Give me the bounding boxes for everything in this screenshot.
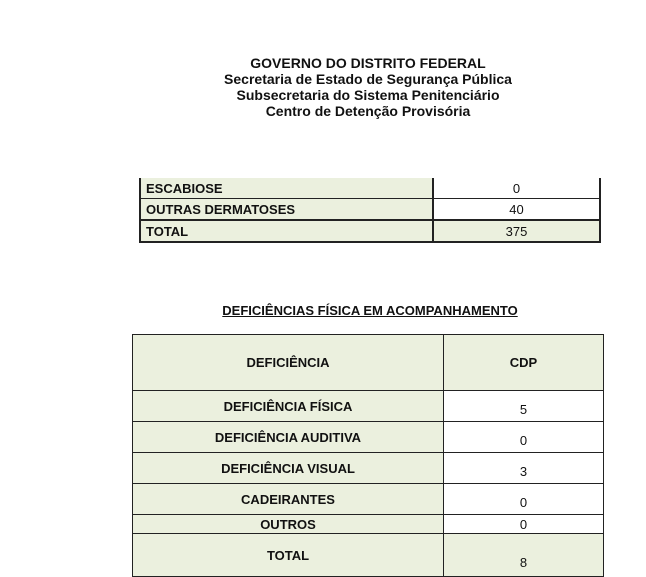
row-value: 0 — [444, 422, 604, 453]
table-row — [140, 178, 600, 199]
header-government: GOVERNO DO DISTRITO FEDERAL — [250, 55, 486, 71]
table-row — [133, 453, 604, 484]
row-label: DEFICIÊNCIA VISUAL — [133, 453, 444, 484]
section-title: DEFICIÊNCIAS FÍSICA EM ACOMPANHAMENTO — [222, 303, 518, 318]
column-header-cdp: CDP — [444, 335, 604, 391]
header-subsecretariat: Subsecretaria do Sistema Penitenciário — [236, 87, 500, 103]
row-value: 0 — [444, 515, 604, 534]
table-header-row — [133, 335, 604, 391]
row-label: DEFICIÊNCIA AUDITIVA — [133, 422, 444, 453]
table-row — [140, 199, 600, 221]
header-secretariat: Secretaria de Estado de Segurança Pública — [224, 71, 512, 87]
row-label: DEFICIÊNCIA FÍSICA — [133, 391, 444, 422]
dermatoses-table — [139, 178, 601, 243]
row-value: 0 — [444, 484, 604, 515]
total-label: TOTAL — [133, 534, 444, 577]
table-row — [133, 422, 604, 453]
header-center: Centro de Detenção Provisória — [265, 103, 471, 119]
row-value: 0 — [433, 178, 600, 199]
row-label: OUTROS — [133, 515, 444, 534]
row-value: 5 — [444, 391, 604, 422]
column-header-deficiency: DEFICIÊNCIA — [133, 335, 444, 391]
row-label: CADEIRANTES — [133, 484, 444, 515]
total-value: 375 — [433, 220, 600, 242]
row-value: 3 — [444, 453, 604, 484]
document-header — [0, 55, 646, 119]
table-row — [133, 484, 604, 515]
total-row — [140, 220, 600, 242]
row-label: OUTRAS DERMATOSES — [140, 199, 433, 221]
row-label: ESCABIOSE — [140, 178, 433, 199]
row-value: 40 — [433, 199, 600, 221]
table-row — [133, 515, 604, 534]
total-label: TOTAL — [140, 220, 433, 242]
total-row — [133, 534, 604, 577]
table-row — [133, 391, 604, 422]
total-value: 8 — [444, 534, 604, 577]
